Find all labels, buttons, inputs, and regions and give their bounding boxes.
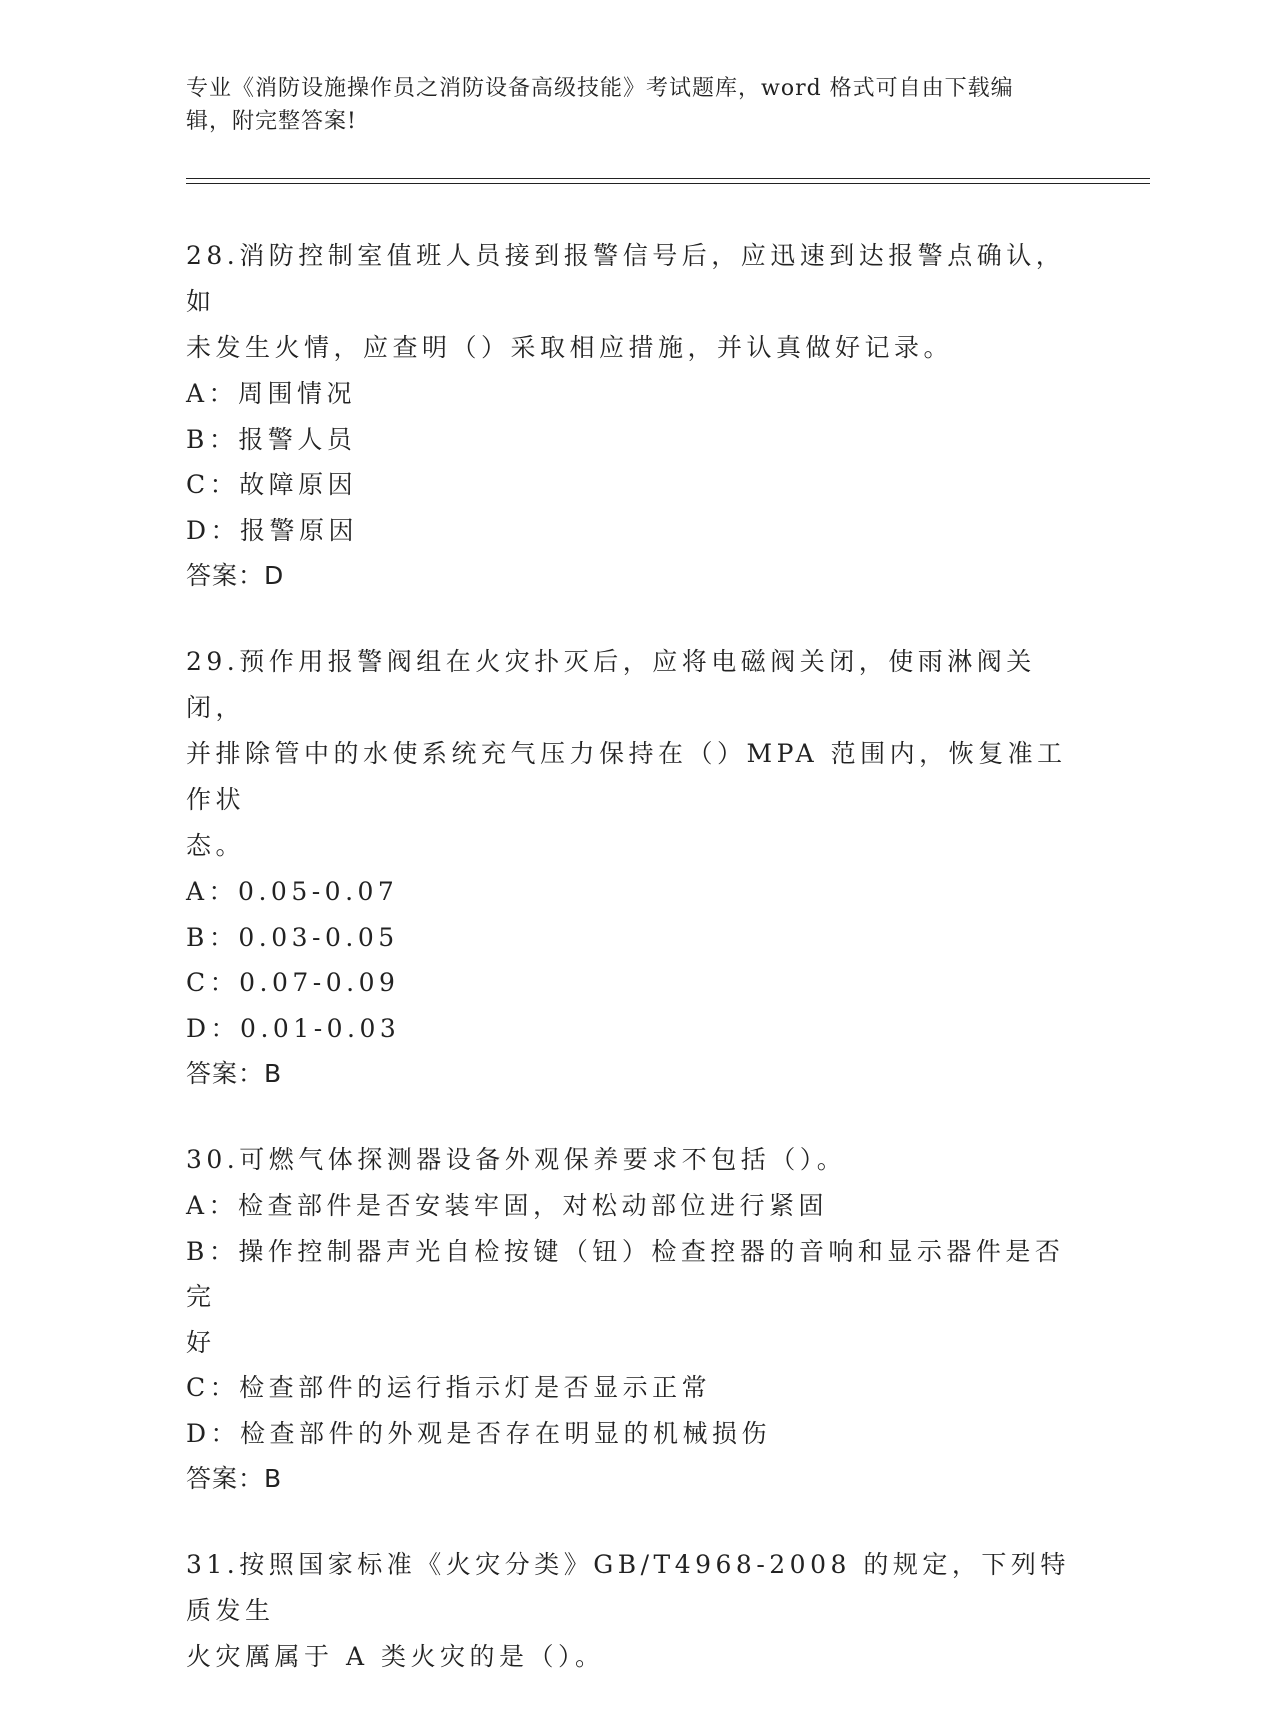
option-a: A：0.05-0.07 bbox=[186, 877, 399, 906]
option-c: C：检查部件的运行指示灯是否显示正常 bbox=[186, 1373, 712, 1402]
option-b: B：0.03-0.05 bbox=[186, 922, 399, 952]
option-b: B：报警人员 bbox=[186, 424, 357, 454]
question-stem-line: 31.按照国家标准《火灾分类》GB/T4968-2008 的规定，下列特质发生 bbox=[186, 1550, 1070, 1625]
answer-line: 答案：B bbox=[186, 1059, 283, 1088]
question-list bbox=[186, 233, 1086, 1720]
header-divider-top bbox=[186, 178, 1150, 179]
question-stem-line: 火灾厲属于 A 类火灾的是（）。 bbox=[186, 1642, 605, 1671]
question-stem-line: 并排除管中的水使系统充气压力保持在（）MPA 范围内，恢复准工作状 bbox=[186, 739, 1067, 814]
question-29 bbox=[186, 639, 1086, 1097]
question-stem-line: 28.消防控制室值班人员接到报警信号后，应迅速到达报警点确认，如 bbox=[186, 241, 1066, 316]
option-c: C：故障原因 bbox=[186, 470, 358, 499]
question-stem-line: 未发生火情，应查明（）采取相应措施，并认真做好记录。 bbox=[186, 333, 954, 362]
option-a: A：周围情况 bbox=[186, 379, 357, 408]
option-b-continued: 好 bbox=[186, 1327, 216, 1357]
answer-line: 答案：B bbox=[186, 1464, 283, 1493]
option-d: D：0.01-0.03 bbox=[186, 1013, 401, 1043]
answer-line: 答案：D bbox=[186, 561, 285, 590]
option-d: D：报警原因 bbox=[186, 515, 359, 545]
question-stem-line: 29.预作用报警阀组在火灾扑灭后，应将电磁阀关闭，使雨淋阀关闭， bbox=[186, 647, 1036, 722]
question-stem-line: 态。 bbox=[186, 831, 246, 860]
option-a: A：检查部件是否安装牢固，对松动部位进行紧固 bbox=[186, 1191, 829, 1220]
option-d: D：检查部件的外观是否存在明显的机械损伤 bbox=[186, 1418, 772, 1448]
question-28 bbox=[186, 233, 1086, 599]
header-line-2: 辑，附完整答案! bbox=[186, 109, 357, 134]
question-30 bbox=[186, 1137, 1086, 1502]
option-c: C：0.07-0.09 bbox=[186, 968, 400, 997]
option-b: B：操作控制器声光自检按键（钮）检查控器的音响和显示器件是否完 bbox=[186, 1236, 1065, 1311]
question-stem-line: 30.可燃气体探测器设备外观保养要求不包括（）。 bbox=[186, 1145, 847, 1174]
question-31 bbox=[186, 1542, 1086, 1680]
header-line-1: 专业《消防设施操作员之消防设备高级技能》考试题库，word 格式可自由下载编 bbox=[186, 76, 1014, 101]
header-divider-bottom bbox=[186, 183, 1150, 184]
document-header bbox=[186, 72, 1066, 138]
